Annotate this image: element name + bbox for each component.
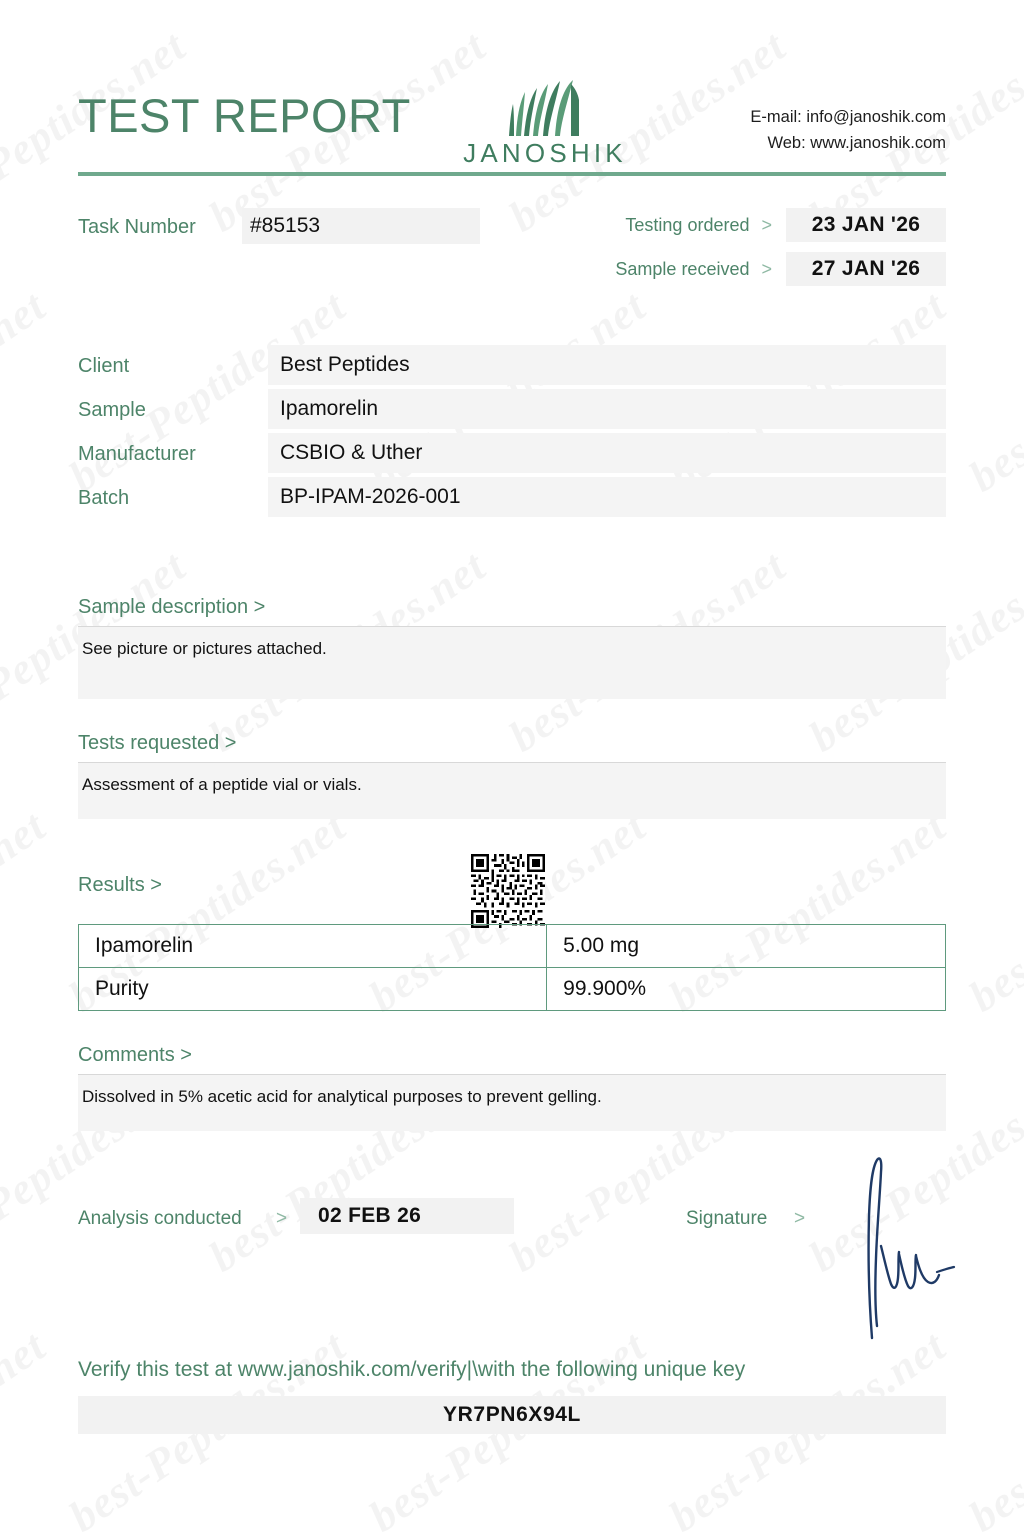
chevron-right-icon: >	[276, 1208, 288, 1229]
tests-requested-section	[78, 732, 946, 819]
signoff-row	[78, 1198, 946, 1244]
comments-body	[78, 1075, 946, 1131]
grass-blades-logo-icon	[499, 78, 591, 138]
comments-section	[78, 1044, 946, 1131]
signature-label: Signature	[686, 1208, 768, 1229]
verify-key-value: YR7PN6X94L	[443, 1403, 581, 1426]
page-title: TEST REPORT	[78, 89, 411, 142]
task-number-field	[242, 208, 480, 244]
info-row	[78, 477, 946, 521]
tests-requested-body	[78, 763, 946, 819]
task-and-dates	[78, 208, 946, 294]
manufacturer-field	[268, 433, 946, 473]
client-value: Best Peptides	[280, 353, 410, 376]
result-value: 99.900%	[547, 968, 946, 1011]
batch-field	[268, 477, 946, 517]
batch-label: Batch	[78, 487, 130, 509]
verify-instructions: Verify this test at www.janoshik.com/verify|\with the following unique key	[78, 1358, 746, 1381]
result-name: Ipamorelin	[79, 925, 547, 968]
contact-email: E-mail: info@janoshik.com	[750, 108, 946, 126]
testing-ordered-field	[786, 208, 946, 242]
task-number-label: Task Number	[78, 216, 196, 238]
contact-info	[750, 104, 946, 156]
header-divider	[78, 172, 946, 176]
analysis-conducted-value: 02 FEB 26	[318, 1204, 422, 1227]
info-row	[78, 345, 946, 389]
qr-code-icon	[456, 854, 560, 928]
table-row	[79, 968, 946, 1011]
results-title: Results >	[78, 874, 162, 896]
manufacturer-value: CSBIO & Uther	[280, 441, 423, 464]
contact-web: Web: www.janoshik.com	[767, 134, 946, 153]
testing-ordered-label: Testing ordered	[625, 214, 750, 235]
client-field	[268, 345, 946, 385]
sample-description-body	[78, 627, 946, 699]
sample-received-label: Sample received	[615, 258, 750, 279]
testing-ordered-value: 23 JAN '26	[811, 213, 921, 236]
sample-info-block	[78, 345, 946, 521]
results-table	[78, 924, 946, 1011]
manufacturer-label: Manufacturer	[78, 443, 196, 465]
handwritten-signature-icon	[838, 1150, 958, 1340]
tests-requested-title: Tests requested >	[78, 732, 237, 754]
analysis-conducted-label: Analysis conducted	[78, 1208, 242, 1229]
comments-title: Comments >	[78, 1044, 192, 1066]
chevron-right-icon: >	[761, 258, 772, 279]
brand-name: JANOSHIK	[463, 138, 627, 168]
sample-received-row	[615, 252, 946, 286]
sample-label: Sample	[78, 399, 146, 421]
sample-description-section	[78, 596, 946, 699]
testing-ordered-row	[625, 208, 946, 242]
result-name: Purity	[79, 968, 547, 1011]
verify-section	[78, 1358, 946, 1434]
sample-value: Ipamorelin	[280, 397, 379, 420]
sample-received-field	[786, 252, 946, 286]
sample-description-title: Sample description >	[78, 596, 266, 618]
chevron-right-icon: >	[761, 214, 772, 235]
report-header	[78, 78, 946, 170]
client-label: Client	[78, 355, 130, 377]
verify-key-field	[78, 1396, 946, 1434]
comments-text: Dissolved in 5% acetic acid for analytical purposes to prevent gelling.	[82, 1087, 602, 1106]
info-row	[78, 433, 946, 477]
info-row	[78, 389, 946, 433]
table-row	[79, 925, 946, 968]
tests-requested-text: Assessment of a peptide vial or vials.	[82, 775, 362, 794]
sample-field	[268, 389, 946, 429]
chevron-right-icon: >	[794, 1208, 806, 1229]
batch-value: BP-IPAM-2026-001	[280, 485, 461, 508]
analysis-conducted-field	[300, 1198, 514, 1234]
sample-received-value: 27 JAN '26	[811, 257, 921, 280]
task-number-value: #85153	[250, 214, 321, 237]
sample-description-text: See picture or pictures attached.	[82, 639, 327, 658]
result-value: 5.00 mg	[547, 925, 946, 968]
brand-logo	[430, 78, 660, 166]
